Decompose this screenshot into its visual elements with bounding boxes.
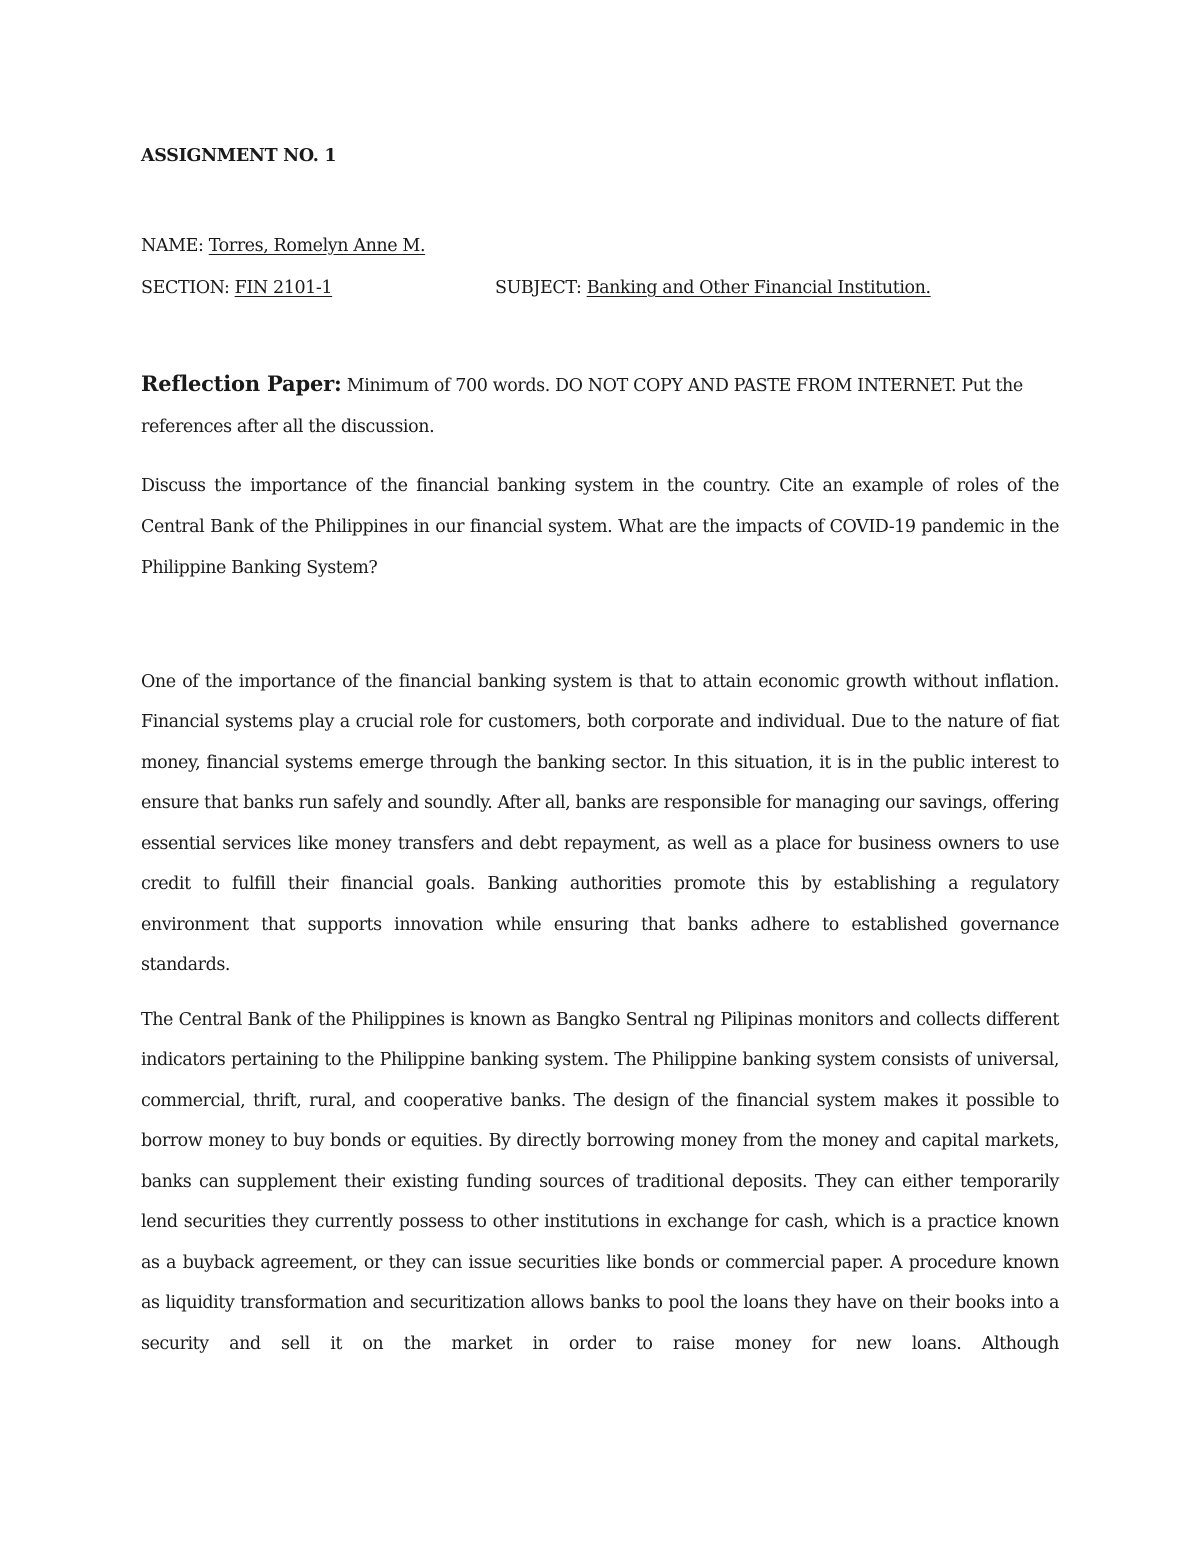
- name-line: [141, 232, 1059, 260]
- prompt-label: Reflection Paper:: [141, 371, 342, 396]
- section-value: FIN 2101-1: [234, 278, 333, 298]
- subject-label: SUBJECT:: [495, 278, 587, 298]
- body-paragraph-1: One of the importance of the financial banking system is that to attain economic growth without inflation. Financial systems play a crucial role for customers, both corporate and individual. Due to the nature of fiat money, financial systems emerge through the banking sector. In this situation, it is in the public interest to ensure that banks run safely and soundly. After all, banks are responsible for managing our savings, offering essential services like money transfers and debt repayment, as well as a place for business owners to use credit to fulfill their financial goals. Banking authorities promote this by establishing a regulatory environment that supports innovation while ensuring that banks adhere to established governance standards.: [141, 671, 1059, 975]
- section-label: SECTION:: [141, 278, 235, 298]
- subject-value: Banking and Other Financial Institution.: [586, 278, 931, 298]
- assignment-title: ASSIGNMENT NO. 1: [141, 146, 337, 166]
- body-paragraph-2: The Central Bank of the Philippines is known as Bangko Sentral ng Pilipinas monitors and collects different indicators pertaining to the Philippine banking system. The Philippine banking system consists of universal, commercial, thrift, rural, and cooperative banks. The design of the financial system makes it possible to borrow money to buy bonds or equities. By directly borrowing money from the money and capital markets, banks can supplement their existing funding sources of traditional deposits. They can either temporarily lend securities they currently possess to other institutions in exchange for cash, which is a practice known as a buyback agreement, or they can issue securities like bonds or commercial paper. A procedure known as liquidity transformation and securitization allows banks to pool the loans they have on their books into a security and sell it on the market in order to raise money for new loans. Although: [141, 1009, 1059, 1354]
- assignment-question: Discuss the importance of the financial banking system in the country. Cite an example of roles of the Central Bank of the Philippines in our financial system. What are the impacts of COVID-19 pandemic in the Philippine Banking System?: [141, 475, 1059, 578]
- prompt-instructions: Minimum of 700 words. DO NOT COPY AND PASTE FROM INTERNET. Put the references after all the discussion.: [141, 376, 1023, 437]
- subject-group: [495, 274, 931, 302]
- name-value: Torres, Romelyn Anne M.: [208, 236, 426, 256]
- document-content: [141, 142, 1059, 1364]
- section-subject-line: [141, 274, 1059, 302]
- name-label: NAME:: [141, 236, 209, 256]
- reflection-prompt: [141, 363, 1059, 448]
